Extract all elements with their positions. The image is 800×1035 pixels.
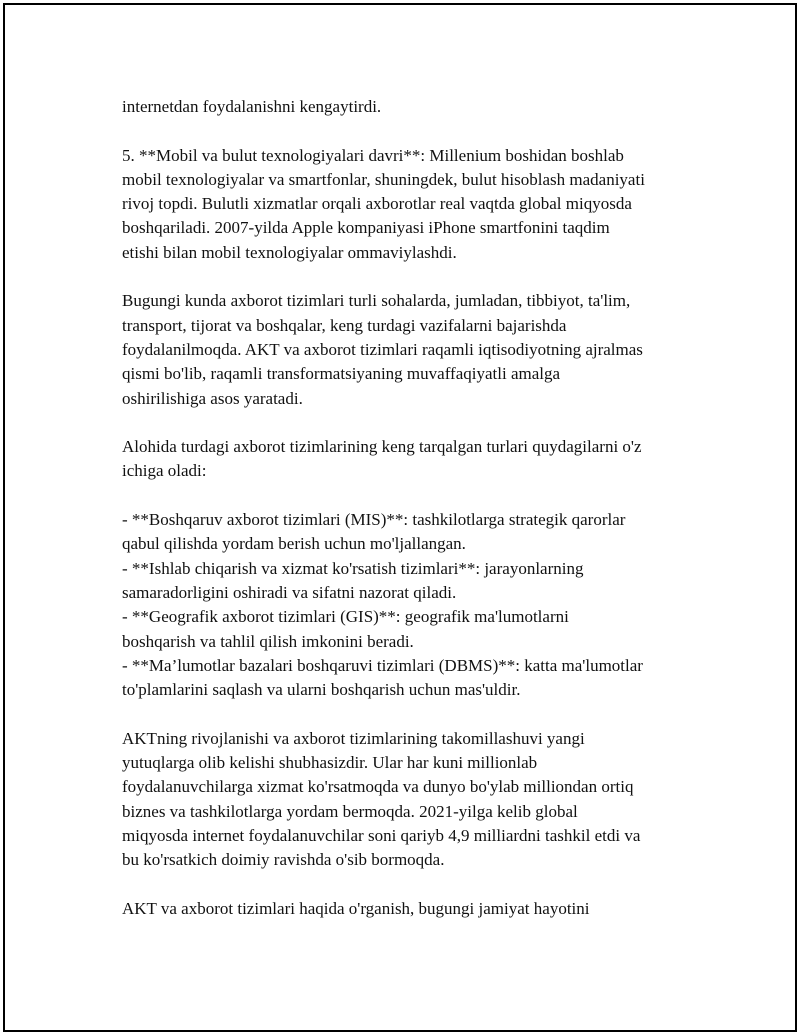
paragraph-gap (122, 265, 702, 289)
paragraph-gap (122, 119, 702, 143)
list-item: - **Ma’lumotlar bazalari boshqaruvi tizimlari (DBMS)**: katta ma'lumotlar (122, 655, 643, 675)
text-line: miqyosda internet foydalanuvchilar soni qariyb 4,9 milliardni tashkil etdi va (122, 825, 641, 845)
text-line: bu ko'rsatkich doimiy ravishda o'sib bormoqda. (122, 850, 445, 870)
bullet-list (122, 508, 702, 702)
text-line: transport, tijorat va boshqalar, keng turdagi vazifalarni bajarishda (122, 315, 567, 335)
paragraph-gap (122, 702, 702, 726)
text-line: rivoj topdi. Bulutli xizmatlar orqali axborotlar real vaqtda global miqyosda (122, 194, 632, 214)
text-line: internetdan foydalanishni kengaytirdi. (122, 97, 382, 116)
paragraph-gap (122, 873, 702, 897)
list-item: - **Geografik axborot tizimlari (GIS)**: geografik ma'lumotlarni (122, 607, 569, 627)
text-line: Alohida turdagi axborot tizimlarining keng tarqalgan turlari quydagilarni o'z (122, 437, 642, 457)
text-line: etishi bilan mobil texnologiyalar ommaviylashdi. (122, 242, 457, 262)
text-line: foydalanilmoqda. AKT va axborot tizimlari raqamli iqtisodiyotning ajralmas (122, 339, 643, 359)
text-line: mobil texnologiyalar va smartfonlar, shuningdek, bulut hisoblash madaniyati (122, 169, 645, 189)
paragraph (122, 289, 702, 410)
list-item-continuation: samaradorligini oshiradi va sifatni nazorat qiladi. (122, 582, 457, 602)
list-item: - **Boshqaruv axborot tizimlari (MIS)**: tashkilotlarga strategik qarorlar (122, 510, 626, 530)
list-item-continuation: qabul qilishda yordam berish uchun mo'ljallangan. (122, 534, 466, 554)
paragraph (122, 727, 702, 873)
text-line: 5. **Mobil va bulut texnologiyalari davri**: Millenium boshidan boshlab (122, 145, 624, 165)
text-line: boshqariladi. 2007-yilda Apple kompaniyasi iPhone smartfonini taqdim (122, 218, 610, 238)
paragraph-gap (122, 411, 702, 435)
text-line: qismi bo'lib, raqamli transformatsiyaning muvaffaqiyatli amalga (122, 364, 561, 384)
paragraph (122, 435, 702, 484)
paragraph (122, 95, 702, 119)
paragraph-gap (122, 484, 702, 508)
paragraph (122, 897, 702, 921)
text-line: oshirilishiga asos yaratadi. (122, 388, 303, 408)
text-line: Bugungi kunda axborot tizimlari turli sohalarda, jumladan, tibbiyot, ta'lim, (122, 291, 631, 311)
page-frame (3, 3, 797, 1032)
document-body (122, 95, 702, 921)
text-line: foydalanuvchilarga xizmat ko'rsatmoqda va dunyo bo'ylab milliondan ortiq (122, 777, 634, 797)
list-item-continuation: boshqarish va tahlil qilish imkonini beradi. (122, 631, 414, 651)
text-line: ichiga oladi: (122, 461, 207, 481)
list-item-continuation: to'plamlarini saqlash va ularni boshqarish uchun mas'uldir. (122, 680, 521, 700)
paragraph (122, 144, 702, 265)
text-line: yutuqlarga olib kelishi shubhasizdir. Ular har kuni millionlab (122, 753, 538, 773)
text-line: AKT va axborot tizimlari haqida o'rganish, bugungi jamiyat hayotini (122, 898, 590, 918)
text-line: biznes va tashkilotlarga yordam bermoqda. 2021-yilga kelib global (122, 801, 578, 821)
list-item: - **Ishlab chiqarish va xizmat ko'rsatish tizimlari**: jarayonlarning (122, 558, 584, 578)
text-line: AKTning rivojlanishi va axborot tizimlarining takomillashuvi yangi (122, 728, 585, 748)
